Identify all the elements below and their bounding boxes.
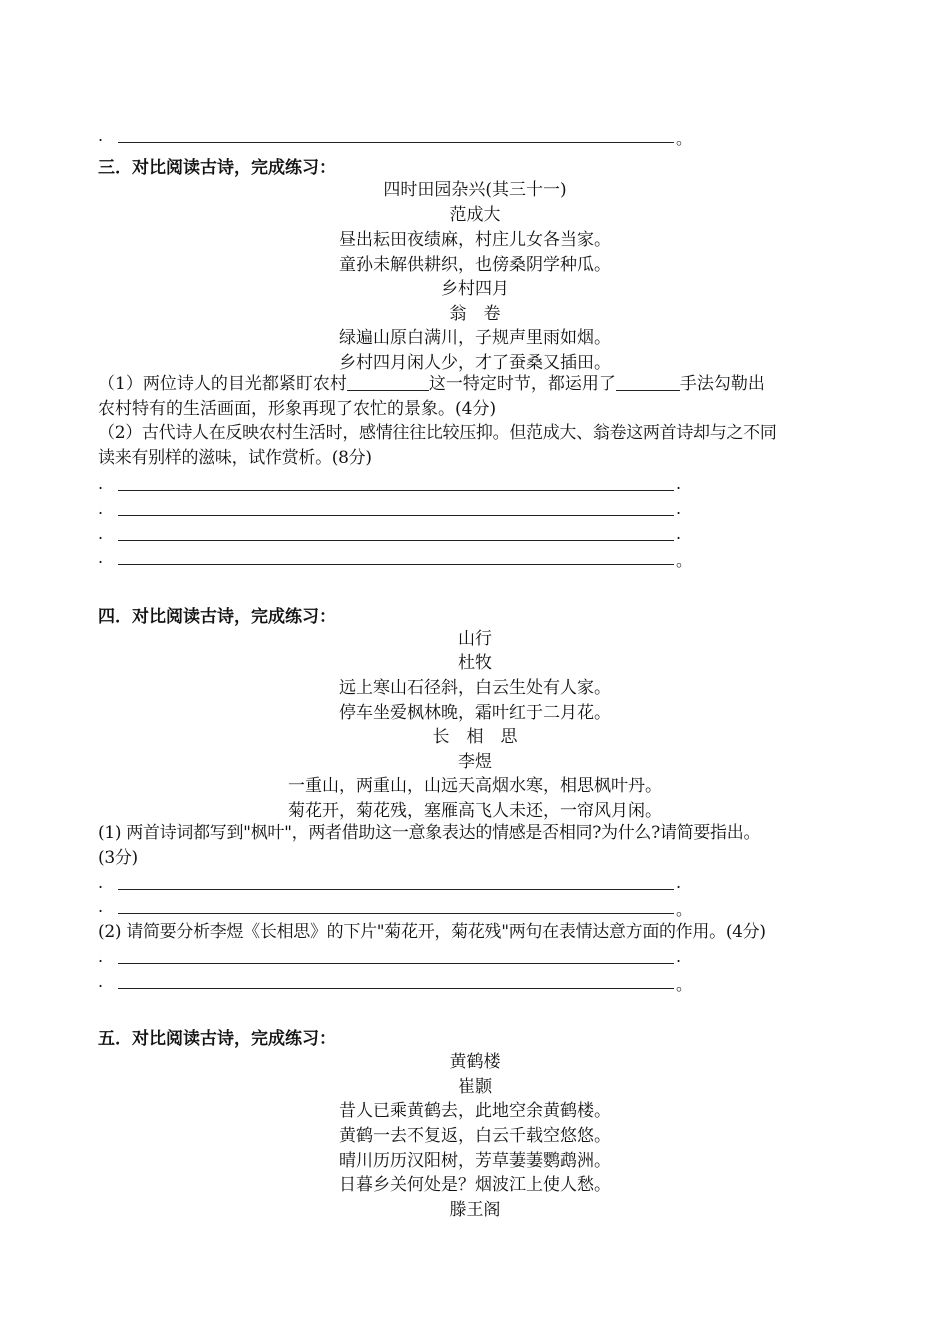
q1-text-b: (3分) bbox=[98, 848, 138, 868]
section3-poem1-line: 昼出耘田夜绩麻，村庄儿女各当家。 bbox=[339, 230, 611, 250]
section4-question-2 bbox=[98, 920, 858, 945]
q1-text-b: 这一特定时节，都运用了 bbox=[428, 374, 616, 394]
line-end: 。 bbox=[676, 551, 693, 570]
line-prefix: . bbox=[98, 499, 104, 518]
section3-poem2-line: 绿遍山原白满川，子规声里雨如烟。 bbox=[339, 328, 611, 348]
line-prefix: . bbox=[98, 897, 104, 916]
answer-rule bbox=[118, 988, 674, 989]
section5-poem1-line: 日暮乡关何处是？烟波江上使人愁。 bbox=[339, 1175, 611, 1195]
section5-poem1-author: 崔颢 bbox=[458, 1077, 492, 1097]
section3-poem1-title: 四时田园杂兴(其三十一) bbox=[383, 180, 567, 200]
line-end: . bbox=[676, 474, 682, 493]
q2-text: (2) 请简要分析李煜《长相思》的下片"菊花开，菊花残"两句在表情达意方面的作用。(4分) bbox=[98, 922, 766, 942]
answer-rule bbox=[118, 515, 674, 516]
section5-heading: 五．对比阅读古诗，完成练习： bbox=[98, 1029, 336, 1049]
fill-blank-2[interactable] bbox=[616, 374, 680, 391]
section4-poem1-line: 停车坐爱枫林晚，霜叶红于二月花。 bbox=[339, 703, 611, 723]
section3-poem1-author: 范成大 bbox=[449, 205, 501, 225]
q2-text-a: （2）古代诗人在反映农村生活时，感情往往比较压抑。但范成大、翁卷这两首诗却与之不同 bbox=[98, 423, 777, 443]
answer-rule bbox=[118, 963, 674, 964]
section4-poem1-line: 远上寒山石径斜，白云生处有人家。 bbox=[339, 678, 611, 698]
section4-poem1-author: 杜牧 bbox=[458, 653, 492, 673]
line-end: . bbox=[676, 873, 682, 892]
line-end: 。 bbox=[676, 975, 693, 994]
answer-rule bbox=[118, 564, 674, 565]
section4-poem2-line: 菊花开，菊花残，塞雁高飞人未还，一帘风月闲。 bbox=[288, 801, 662, 821]
q1-text-c: 手法勾勒出 bbox=[679, 374, 765, 394]
section4-poem2-title: 长 相 思 bbox=[432, 727, 518, 747]
line-prefix: . bbox=[98, 126, 104, 145]
line-prefix: . bbox=[98, 873, 104, 892]
section4-question-1 bbox=[98, 821, 858, 871]
section5-poem1-title: 黄鹤楼 bbox=[449, 1052, 501, 1072]
line-end: . bbox=[676, 947, 682, 966]
section3-poem2-title: 乡村四月 bbox=[441, 279, 509, 299]
fill-blank-1[interactable] bbox=[347, 374, 429, 391]
section4-poem2-author: 李煜 bbox=[458, 752, 492, 772]
line-end: . bbox=[676, 499, 682, 518]
line-end: . bbox=[676, 524, 682, 543]
q2-text-b: 读来有别样的滋味，试作赏析。(8分) bbox=[98, 448, 372, 468]
section3-poem2-author: 翁 卷 bbox=[449, 304, 501, 324]
section4-poem2-line: 一重山，两重山，山远天高烟水寒，相思枫叶丹。 bbox=[288, 776, 662, 796]
answer-rule bbox=[118, 889, 674, 890]
section5-poem2-title: 滕王阁 bbox=[449, 1200, 501, 1220]
section5-poem1-line: 黄鹤一去不复返，白云千载空悠悠。 bbox=[339, 1126, 611, 1146]
section3-heading: 三．对比阅读古诗，完成练习： bbox=[98, 158, 336, 178]
line-prefix: . bbox=[98, 524, 104, 543]
section4-heading: 四．对比阅读古诗，完成练习： bbox=[98, 607, 336, 627]
q1-text-a: （1）两位诗人的目光都紧盯农村 bbox=[98, 374, 347, 394]
line-end: 。 bbox=[676, 129, 693, 148]
answer-rule bbox=[118, 142, 674, 143]
section5-poem1-line: 昔人已乘黄鹤去，此地空余黄鹤楼。 bbox=[339, 1101, 611, 1121]
line-prefix: . bbox=[98, 947, 104, 966]
line-prefix: . bbox=[98, 972, 104, 991]
line-prefix: . bbox=[98, 474, 104, 493]
section3-poem2-line: 乡村四月闲人少，才了蚕桑又插田。 bbox=[339, 353, 611, 373]
line-prefix: . bbox=[98, 548, 104, 567]
q1-text-d: 农村特有的生活画面，形象再现了农忙的景象。(4分) bbox=[98, 399, 497, 419]
answer-rule bbox=[118, 490, 674, 491]
line-end: 。 bbox=[676, 900, 693, 919]
section4-poem1-title: 山行 bbox=[458, 629, 492, 649]
q1-text-a: (1) 两首诗词都写到"枫叶"，两者借助这一意象表达的情感是否相同?为什么?请简要指出。 bbox=[98, 823, 761, 843]
answer-rule bbox=[118, 913, 674, 914]
section3-poem1-line: 童孙未解供耕织，也傍桑阴学种瓜。 bbox=[339, 255, 611, 275]
section3-question-2 bbox=[98, 421, 858, 471]
section3-question-1 bbox=[98, 372, 858, 422]
answer-rule bbox=[118, 540, 674, 541]
section5-poem1-line: 晴川历历汉阳树，芳草萋萋鹦鹉洲。 bbox=[339, 1151, 611, 1171]
